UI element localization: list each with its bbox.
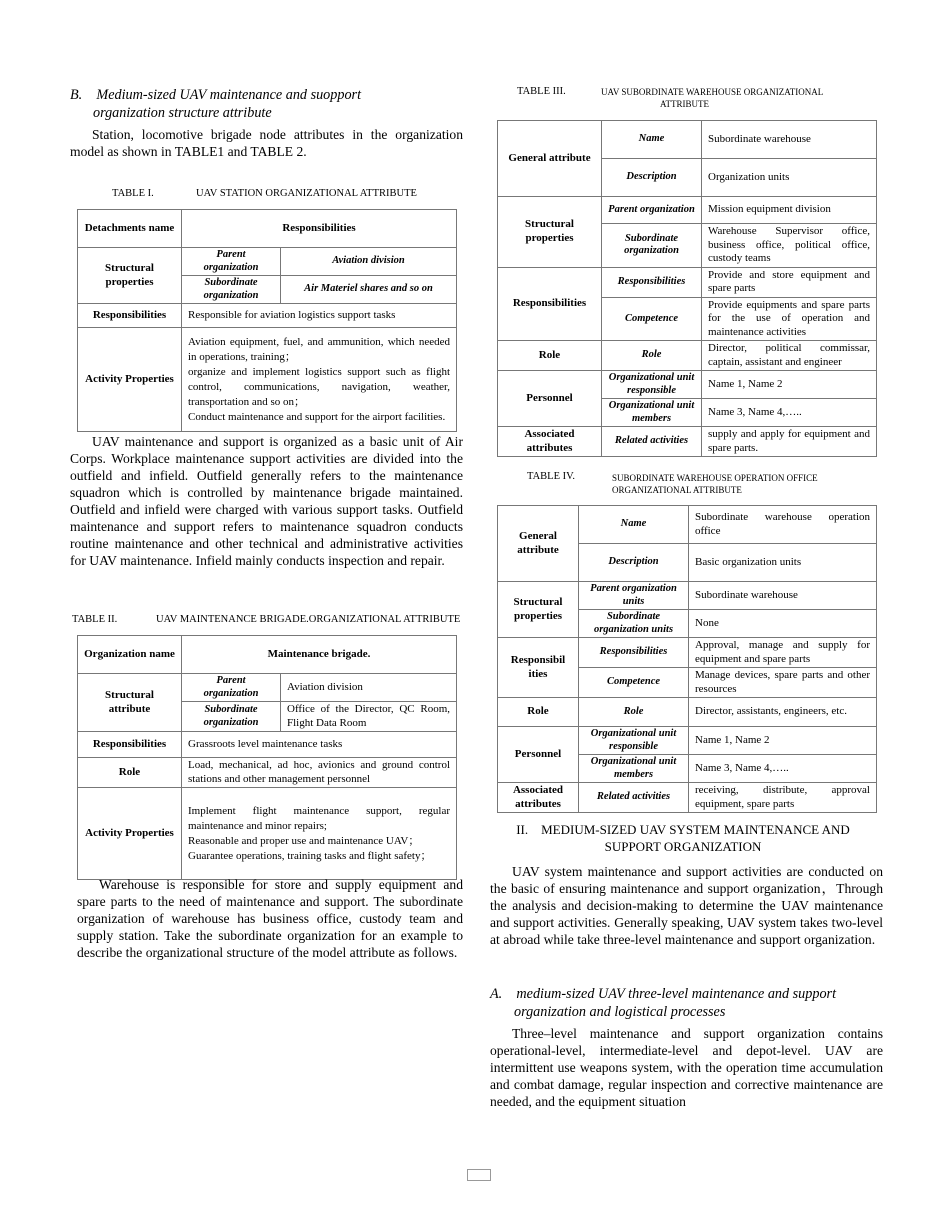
table2-struct-label: Structural attribute bbox=[78, 674, 182, 732]
table4-desc-label: Description bbox=[579, 544, 689, 582]
table3-personnel-label: Personnel bbox=[498, 371, 602, 427]
table4-rel-label: Related activities bbox=[579, 783, 689, 813]
table4-unit-mem-label: Organizational unit members bbox=[579, 755, 689, 783]
section-ii-title-line1 bbox=[490, 821, 876, 838]
table4-rel-value: receiving, distribute, approval equipment, spare parts bbox=[689, 783, 877, 813]
table4-unit-mem-value: Name 3, Name 4,….. bbox=[689, 755, 877, 783]
table4-comp-value: Manage devices, spare parts and other resources bbox=[689, 668, 877, 698]
table4 bbox=[497, 505, 877, 813]
table2-activity-label: Activity Properties bbox=[78, 788, 182, 880]
table3-name-value: Subordinate warehouse bbox=[702, 121, 877, 159]
table4-general-label: General attribute bbox=[498, 506, 579, 582]
table3-unit-resp-value: Name 1, Name 2 bbox=[702, 371, 877, 399]
left-paragraph-2: UAV maintenance and support is organized as a basic unit of Air Corps. Workplace maintenance support activities are divided into the outfield and infield. Outfield generally refers to the maintenance squadron which is controlled by maintenance brigade maintained. Outfield and infield were charged with various support tasks. Outfield maintenance and support refers to maintenance squadron conducts routine maintenance and other technical and administrative activities for UAV maintenance. Infield mainly conducts inspection and repair. bbox=[70, 434, 463, 568]
table2-role-value: Load, mechanical, ad hoc, avionics and ground control stations and other management personnel bbox=[182, 758, 457, 788]
section-ii-paragraph: UAV system maintenance and support activities are conducted on the basic of ensuring maintenance and support organization，Through the analysis and decision-making to determine the UAV maintenance and support activities. Generally speaking, UAV system takes two-level at abroad while take three-level maintenance and support organization. bbox=[490, 864, 883, 947]
table2-activity-line3: Guarantee operations, training tasks and flight safety； bbox=[188, 849, 432, 862]
table3-role-group: Role bbox=[498, 341, 602, 371]
table1-head-value: Responsibilities bbox=[182, 210, 457, 248]
table2-sub-value: Office of the Director, QC Room, Flight Data Room bbox=[281, 702, 457, 732]
table2 bbox=[77, 635, 457, 880]
table4-role-value: Director, assistants, engineers, etc. bbox=[689, 698, 877, 727]
table2-head-value: Maintenance brigade. bbox=[182, 636, 457, 674]
section-ii-title-line2-text: SUPPORT ORGANIZATION bbox=[604, 839, 762, 854]
table4-unit-resp-label: Organizational unit responsible bbox=[579, 727, 689, 755]
table1 bbox=[77, 209, 457, 432]
table3-rel-value: supply and apply for equipment and spare parts. bbox=[702, 427, 877, 457]
table1-parent-value: Aviation division bbox=[281, 248, 457, 276]
table3-sub-label: Subordinate organization bbox=[602, 224, 702, 268]
table4-name-value: Subordinate warehouse operation office bbox=[689, 506, 877, 544]
table4-caption-number: TABLE IV. bbox=[527, 471, 575, 482]
table1-resp-value: Responsible for aviation logistics support tasks bbox=[182, 304, 457, 328]
table3-role-label: Role bbox=[602, 341, 702, 371]
table3-unit-mem-label: Organizational unit members bbox=[602, 399, 702, 427]
page-number-marker bbox=[467, 1169, 491, 1181]
table1-activity-line1: Aviation equipment, fuel, and ammunition, which needed in operations, training； bbox=[188, 335, 451, 363]
section-b-title-line2: organization structure attribute bbox=[93, 105, 272, 121]
table3-caption-line1: UAV SUBORDINATE WAREHOUSE ORGANIZATIONAL bbox=[601, 87, 824, 97]
table2-caption-number: TABLE II. bbox=[72, 614, 118, 625]
table3-role-value: Director, political commissar, captain, assistant and engineer bbox=[702, 341, 877, 371]
table4-personnel-label: Personnel bbox=[498, 727, 579, 783]
table4-name-label: Name bbox=[579, 506, 689, 544]
table1-parent-label: Parent organization bbox=[182, 248, 281, 276]
section-b-title-line1: B. Medium-sized UAV maintenance and suopport bbox=[70, 87, 362, 103]
table4-resp-value: Approval, manage and supply for equipment and spare parts bbox=[689, 638, 877, 668]
table3-parent-value: Mission equipment division bbox=[702, 197, 877, 224]
table1-caption-number: TABLE I. bbox=[112, 188, 154, 199]
table3-desc-value: Organization units bbox=[702, 159, 877, 197]
table2-activity-value bbox=[182, 788, 457, 880]
table3-comp-label: Competence bbox=[602, 297, 702, 341]
table3-resp-value: Provide and store equipment and spare parts bbox=[702, 267, 877, 297]
table4-sub-label: Subordinate organization units bbox=[579, 610, 689, 638]
table4-resp-group: Responsibil ities bbox=[498, 638, 579, 698]
table1-resp-label: Responsibilities bbox=[78, 304, 182, 328]
table3-struct-label: Structural properties bbox=[498, 197, 602, 268]
table2-sub-label: Subordinate organization bbox=[182, 702, 281, 732]
table2-resp-value: Grassroots level maintenance tasks bbox=[182, 732, 457, 758]
table2-activity-line2: Reasonable and proper use and maintenance UAV； bbox=[188, 834, 420, 847]
table2-activity-line1: Implement flight maintenance support, regular maintenance and minor repairs; bbox=[188, 804, 451, 832]
table4-desc-value: Basic organization units bbox=[689, 544, 877, 582]
table3-resp-group: Responsibilities bbox=[498, 267, 602, 341]
table4-comp-label: Competence bbox=[579, 668, 689, 698]
table1-caption-text: UAV STATION ORGANIZATIONAL ATTRIBUTE bbox=[196, 188, 417, 199]
section-a-title-line2: organization and logistical processes bbox=[514, 1004, 726, 1020]
table3-sub-value: Warehouse Supervisor office, business office, political office, custody teams bbox=[702, 224, 877, 268]
table1-sub-label: Subordinate organization bbox=[182, 276, 281, 304]
left-paragraph-3: Warehouse is responsible for store and supply equipment and spare parts to the need of maintenance and support. The subordinate organization of warehouse has business office, custody team and supply station. Take the subordinate organization for an example to describe the organizational structure of the model attribute as follows. bbox=[77, 877, 463, 960]
table4-parent-value: Subordinate warehouse bbox=[689, 582, 877, 610]
section-b-paragraph: Station, locomotive brigade node attributes in the organization model as shown in TABLE1 and TABLE 2. bbox=[70, 127, 463, 159]
section-a-title-line1: A. medium-sized UAV three-level maintenance and support bbox=[490, 986, 837, 1002]
table4-role-group: Role bbox=[498, 698, 579, 727]
table1-activity-line2: organize and implement logistics support such as flight control, communications, navigation, weather, transportation and so on； bbox=[188, 365, 451, 408]
table2-parent-label: Parent organization bbox=[182, 674, 281, 702]
table3-unit-resp-label: Organizational unit responsible bbox=[602, 371, 702, 399]
table1-sub-value: Air Materiel shares and so on bbox=[281, 276, 457, 304]
table2-parent-value: Aviation division bbox=[281, 674, 457, 702]
table3-caption-line2: ATTRIBUTE bbox=[660, 99, 709, 109]
section-a-paragraph: Three–level maintenance and support organization contains operational-level, intermediate-level and depot-level. UAV are intermittent use weapons system, with the operation time accumulation and combat damage, regular inspection and corrective maintenance are needed, and the equipment situation bbox=[490, 1026, 883, 1109]
table1-head-label: Detachments name bbox=[78, 210, 182, 248]
table4-sub-value: None bbox=[689, 610, 877, 638]
table2-caption-text: UAV MAINTENANCE BRIGADE.ORGANIZATIONAL ATTRIBUTE bbox=[156, 614, 461, 625]
table4-assoc-label: Associated attributes bbox=[498, 783, 579, 813]
table3 bbox=[497, 120, 877, 457]
table2-head-label: Organization name bbox=[78, 636, 182, 674]
table2-role-label: Role bbox=[78, 758, 182, 788]
table3-unit-mem-value: Name 3, Name 4,….. bbox=[702, 399, 877, 427]
table4-parent-label: Parent organization units bbox=[579, 582, 689, 610]
table3-general-label: General attribute bbox=[498, 121, 602, 197]
table1-activity-line3: Conduct maintenance and support for the airport facilities. bbox=[188, 410, 446, 423]
table3-comp-value: Provide equipments and spare parts for the use of operation and maintenance activities bbox=[702, 297, 877, 341]
section-ii-title-line1-text: II. MEDIUM-SIZED UAV SYSTEM MAINTENANCE AND bbox=[516, 822, 850, 837]
table3-parent-label: Parent organization bbox=[602, 197, 702, 224]
table4-resp-label: Responsibilities bbox=[579, 638, 689, 668]
table3-caption-number: TABLE III. bbox=[517, 86, 566, 97]
table2-resp-label: Responsibilities bbox=[78, 732, 182, 758]
section-ii-title-line2 bbox=[490, 838, 876, 855]
table4-caption-line2: ORGANIZATIONAL ATTRIBUTE bbox=[612, 485, 742, 495]
table1-activity-label: Activity Properties bbox=[78, 328, 182, 432]
table4-role-label: Role bbox=[579, 698, 689, 727]
table1-struct-label: Structural properties bbox=[78, 248, 182, 304]
table4-caption-line1: SUBORDINATE WAREHOUSE OPERATION OFFICE bbox=[612, 473, 818, 483]
table1-activity-value bbox=[182, 328, 457, 432]
table3-assoc-label: Associated attributes bbox=[498, 427, 602, 457]
table3-resp-label: Responsibilities bbox=[602, 267, 702, 297]
table4-unit-resp-value: Name 1, Name 2 bbox=[689, 727, 877, 755]
table3-name-label: Name bbox=[602, 121, 702, 159]
table4-struct-label: Structural properties bbox=[498, 582, 579, 638]
table3-desc-label: Description bbox=[602, 159, 702, 197]
table3-rel-label: Related activities bbox=[602, 427, 702, 457]
